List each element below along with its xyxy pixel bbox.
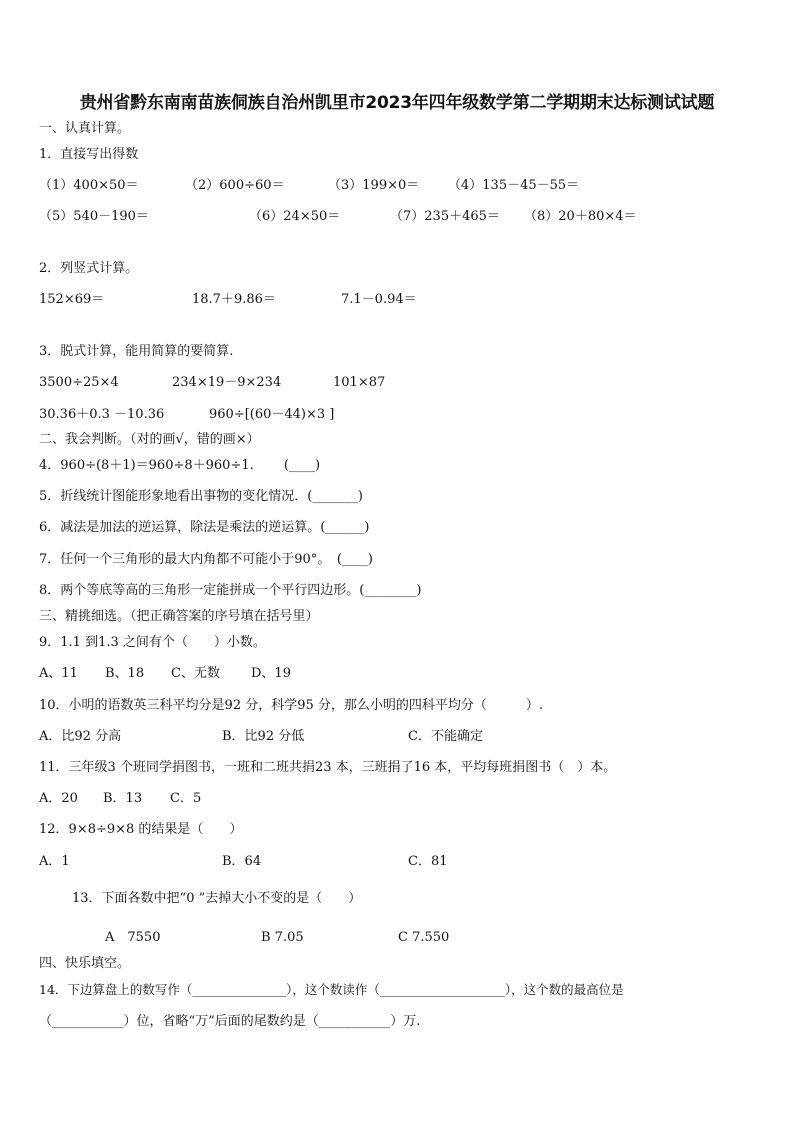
judge-question-7: 7．任何一个三角形的最大内角都不可能小于90°。 (____)	[39, 552, 373, 567]
question-2-label: 2．列竖式计算。	[39, 261, 139, 276]
choice-question-12: 12．9×8÷9×8 的结果是（ ）	[39, 822, 243, 837]
choice-question-9: 9．1.1 到1.3 之间有个（ ）小数。	[39, 635, 266, 650]
section-heading-3: 三、精挑细选。（把正确答案的序号填在括号里）	[39, 609, 319, 624]
fill-question-14-line-2: （___________）位，省略“万”后面的尾数约是（___________）万.	[39, 1014, 421, 1029]
choice-question-10: 10．小明的语数英三科平均分是92 分，科学95 分，那么小明的四科平均分（ ）.	[39, 698, 544, 713]
q13-option-a: A 7550	[105, 930, 161, 945]
q10-option-a: A．比92 分高	[39, 729, 122, 744]
q3-item-4: 30.36＋0.3 －10.36	[39, 407, 165, 422]
q1-item-5: （5）540－190＝	[39, 209, 149, 224]
judge-question-5: 5．折线统计图能形象地看出事物的变化情况．(_______)	[39, 489, 363, 504]
question-1-label: 1．直接写出得数	[39, 147, 139, 162]
q2-item-2: 18.7＋9.86＝	[192, 292, 276, 307]
q9-option-d: D、19	[251, 666, 291, 681]
q9-option-c: C、无数	[171, 666, 220, 681]
q3-item-5: 960÷[(60－44)×3 ]	[209, 407, 335, 422]
q10-option-c: C．不能确定	[408, 729, 483, 744]
fill-question-14-line-1: 14．下边算盘上的数写作（_______________），这个数读作（____________________），这个数的最高位是	[39, 982, 624, 997]
q12-option-a: A．1	[39, 854, 70, 869]
judge-question-4: 4．960÷(8＋1)＝960÷8＋960÷1. (____)	[39, 458, 321, 473]
judge-question-8: 8．两个等底等高的三角形一定能拼成一个平行四边形。(________)	[39, 583, 422, 598]
section-heading-1: 一、认真计算。	[39, 121, 131, 136]
q2-item-1: 152×69＝	[39, 292, 105, 307]
q2-item-3: 7.1－0.94＝	[341, 292, 417, 307]
q9-option-a: A、11	[39, 666, 78, 681]
q3-item-2: 234×19－9×234	[172, 375, 282, 390]
q11-option-a: A．20	[39, 791, 78, 806]
q3-item-1: 3500÷25×4	[39, 375, 119, 390]
q3-item-3: 101×87	[333, 375, 386, 390]
q1-item-3: （3）199×0＝	[328, 178, 420, 193]
choice-question-11: 11．三年级3 个班同学捐图书，一班和二班共捐23 本，三班捐了16 本，平均每班捐图书（ ）本。	[39, 760, 617, 775]
q13-option-c: C 7.550	[398, 930, 450, 945]
page-title: 贵州省黔东南南苗族侗族自治州凯里市2023年四年级数学第二学期期末达标测试试题	[79, 93, 715, 113]
q1-item-7: （7）235＋465＝	[390, 209, 500, 224]
q1-item-8: （8）20＋80×4＝	[524, 209, 637, 224]
section-heading-4: 四、快乐填空。	[39, 956, 131, 971]
q11-option-c: C．5	[170, 791, 202, 806]
q12-option-b: B．64	[222, 854, 262, 869]
choice-question-13: 13．下面各数中把“0 ”去掉大小不变的是（ ）	[72, 891, 362, 906]
judge-question-6: 6．减法是加法的逆运算，除法是乘法的逆运算。(______)	[39, 520, 370, 535]
q1-item-2: （2）600÷60＝	[185, 178, 285, 193]
q1-item-4: （4）135－45－55＝	[448, 178, 580, 193]
section-heading-2: 二、我会判断。（对的画√，错的画×）	[39, 432, 260, 447]
q11-option-b: B．13	[103, 791, 143, 806]
q10-option-b: B．比92 分低	[222, 729, 305, 744]
q1-item-1: （1）400×50＝	[39, 178, 139, 193]
q13-option-b: B 7.05	[261, 930, 304, 945]
q1-item-6: （6）24×50＝	[249, 209, 341, 224]
question-3-label: 3．脱式计算，能用简算的要简算.	[39, 344, 234, 359]
q9-option-b: B、18	[105, 666, 145, 681]
q12-option-c: C．81	[408, 854, 448, 869]
